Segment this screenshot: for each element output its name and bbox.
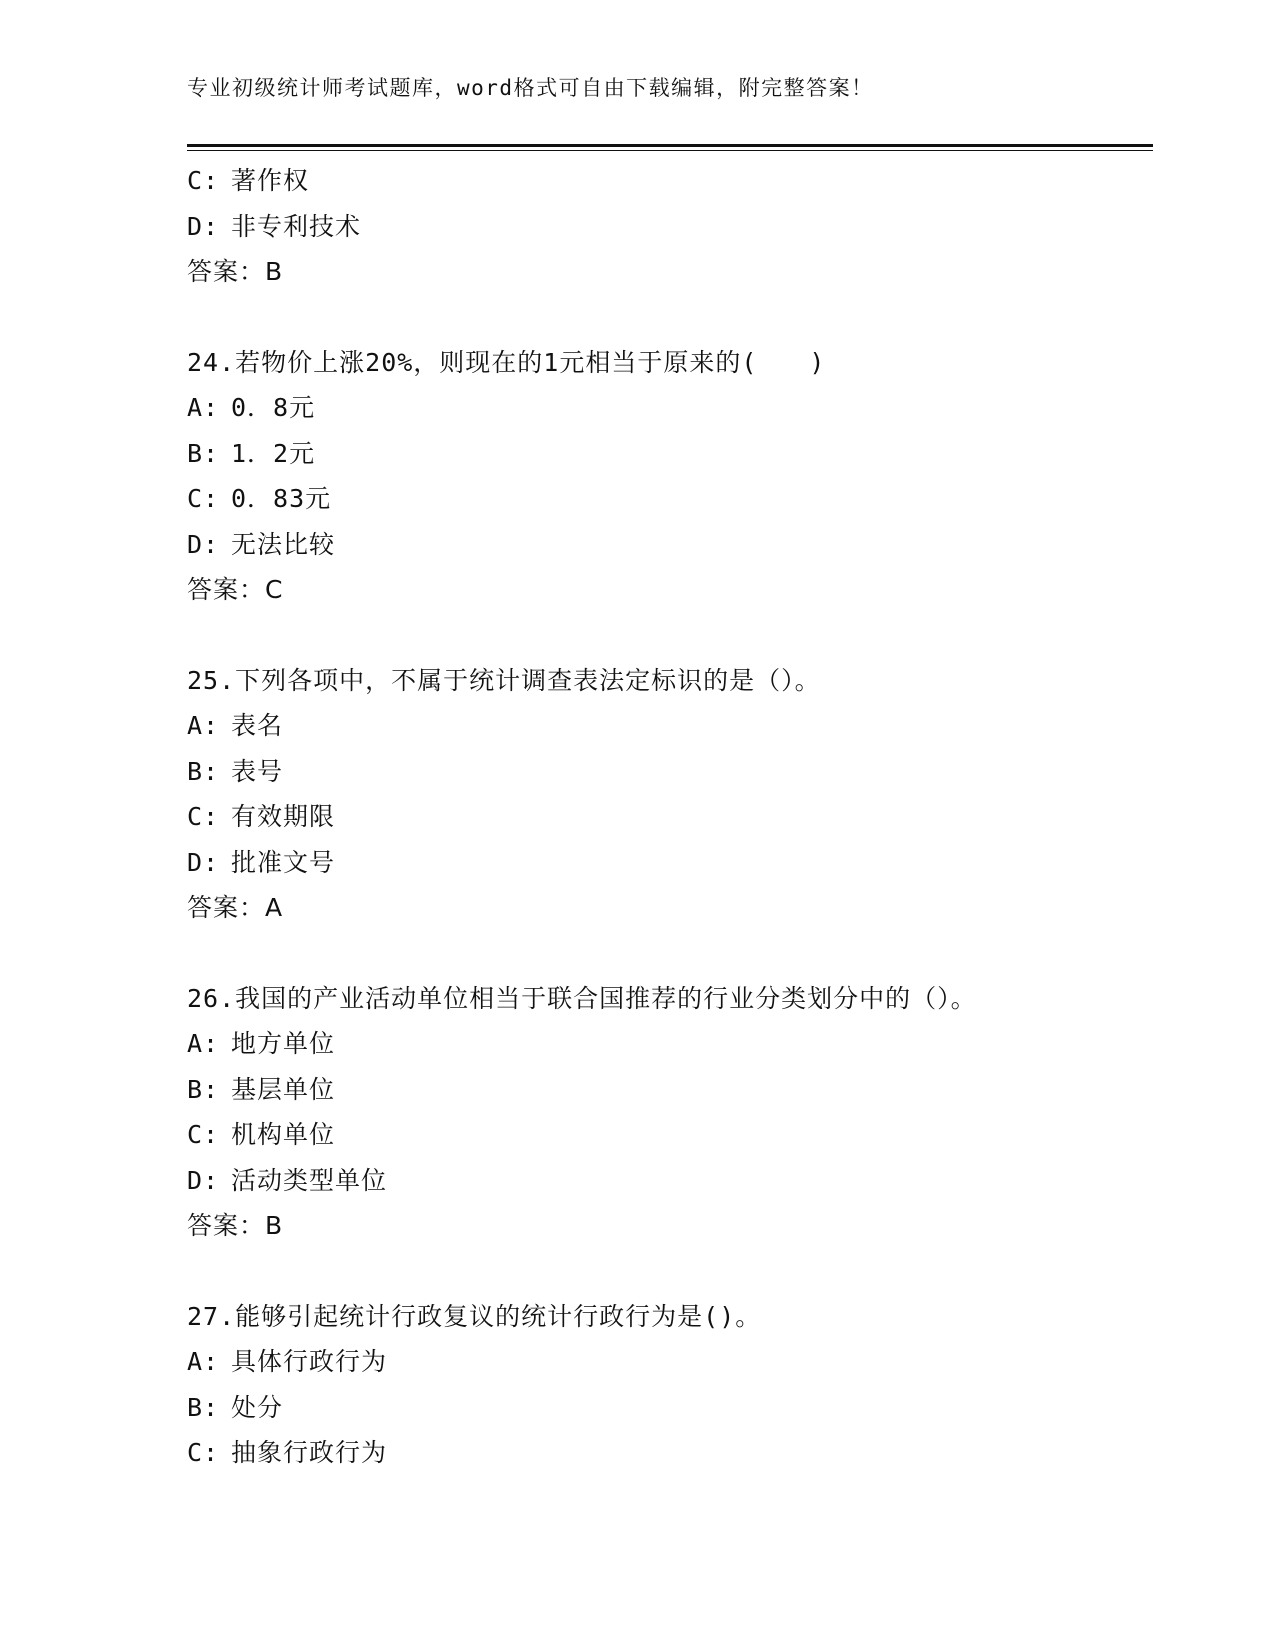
- option-text: 表号: [231, 756, 284, 786]
- option-c: [187, 158, 1153, 204]
- option-text: 有效期限: [231, 802, 336, 831]
- option-text: 表名: [231, 711, 284, 740]
- option-key: A:: [187, 1029, 220, 1058]
- option-key: C:: [187, 802, 220, 831]
- option-b: [187, 749, 1153, 795]
- option-text: 活动类型单位: [231, 1165, 388, 1195]
- option-text: 1．2元: [231, 438, 316, 468]
- option-key: B:: [187, 756, 220, 786]
- option-text: 批准文号: [231, 847, 336, 877]
- question-24: [187, 340, 1153, 613]
- option-key: D:: [187, 529, 220, 559]
- option-key: D:: [187, 847, 220, 877]
- option-text: 处分: [231, 1392, 284, 1422]
- option-b: [187, 1385, 1153, 1431]
- option-a: [187, 385, 1153, 431]
- question-26: [187, 976, 1153, 1249]
- option-text: 0．8元: [231, 393, 316, 422]
- option-text: 机构单位: [231, 1120, 336, 1149]
- option-d: [187, 204, 1153, 250]
- option-a: [187, 703, 1153, 749]
- option-text: 基层单位: [231, 1074, 336, 1104]
- answer-line: 答案：B: [187, 257, 284, 286]
- question-stem: 27.能够引起统计行政复议的统计行政行为是()。: [187, 1301, 762, 1331]
- answer-line: 答案：B: [187, 1211, 284, 1240]
- option-key: C:: [187, 1120, 220, 1149]
- answer-line: 答案：C: [187, 575, 284, 604]
- option-key: C:: [187, 484, 220, 513]
- option-text: 无法比较: [231, 529, 336, 559]
- option-c: [187, 476, 1153, 522]
- question-25: [187, 658, 1153, 931]
- spacer: [187, 1249, 1153, 1294]
- option-b: [187, 1067, 1153, 1113]
- option-b: [187, 431, 1153, 477]
- question-27: [187, 1294, 1153, 1476]
- option-key: A:: [187, 393, 220, 422]
- question-stem: 24.若物价上涨20%，则现在的1元相当于原来的( ): [187, 347, 826, 377]
- spacer: [187, 931, 1153, 976]
- question-list: [187, 158, 1153, 1476]
- option-text: 著作权: [231, 166, 310, 195]
- option-text: 非专利技术: [231, 211, 362, 241]
- page-header: 专业初级统计师考试题库，word格式可自由下载编辑，附完整答案！: [187, 76, 874, 100]
- option-d: [187, 522, 1153, 568]
- question-23-tail: [187, 158, 1153, 295]
- option-a: [187, 1021, 1153, 1067]
- header-divider: [187, 144, 1153, 151]
- option-key: D:: [187, 211, 220, 241]
- option-d: [187, 840, 1153, 886]
- option-text: 地方单位: [231, 1029, 336, 1058]
- option-key: A:: [187, 1347, 220, 1376]
- answer-line: 答案：A: [187, 893, 284, 922]
- option-key: D:: [187, 1165, 220, 1195]
- option-text: 抽象行政行为: [231, 1438, 388, 1467]
- option-c: [187, 1430, 1153, 1476]
- option-text: 具体行政行为: [231, 1347, 388, 1376]
- question-stem: 26.我国的产业活动单位相当于联合国推荐的行业分类划分中的（）。: [187, 983, 977, 1013]
- option-key: B:: [187, 1074, 220, 1104]
- option-a: [187, 1339, 1153, 1385]
- spacer: [187, 295, 1153, 340]
- option-c: [187, 1112, 1153, 1158]
- option-key: B:: [187, 438, 220, 468]
- option-d: [187, 1158, 1153, 1204]
- option-key: C:: [187, 166, 220, 195]
- option-c: [187, 794, 1153, 840]
- option-key: A:: [187, 711, 220, 740]
- option-text: 0．83元: [231, 484, 332, 513]
- option-key: C:: [187, 1438, 220, 1467]
- spacer: [187, 613, 1153, 658]
- question-stem: 25.下列各项中，不属于统计调查表法定标识的是（）。: [187, 665, 821, 695]
- option-key: B:: [187, 1392, 220, 1422]
